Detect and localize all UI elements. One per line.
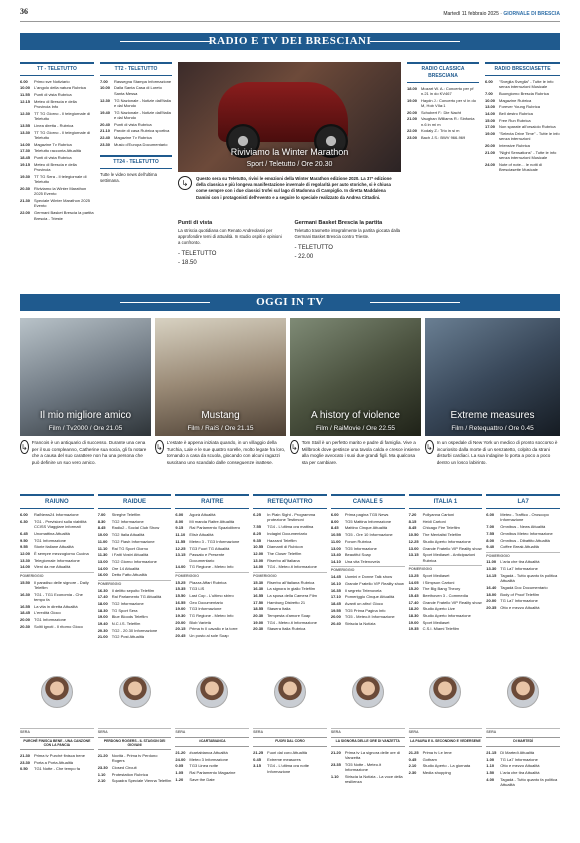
schedule-row: 15.45 Beethoven 3 - Commedia bbox=[408, 592, 468, 598]
schedule-row: 11.10 Elisir Attualità bbox=[175, 532, 214, 538]
channel-column bbox=[20, 494, 94, 641]
schedule-row: 17.50 Hamburg Distretto 21 bbox=[253, 599, 306, 605]
schedule-row: 6.00 Agorà Attualità bbox=[175, 512, 216, 518]
schedule-row: 19.00 Haydn J.: Concerto per vl in do M, Hob VIIa:1 bbox=[407, 97, 476, 108]
schedule-row: 10.00 Magazine Rubrica bbox=[485, 97, 532, 103]
schedule-row: 8.45 Radio2 - Social Club Show bbox=[97, 525, 160, 531]
channel-evening bbox=[409, 726, 483, 789]
pick-punti-di-vista: Punti di vista La striscia quotidiana con Renato Andreolassi per approfondire temi di attualità. In studio ospiti e opinioni a confronto. - TELETUTTO - 18.50 bbox=[178, 220, 282, 266]
schedule-row: 13.40 Beautiful Soap bbox=[330, 552, 371, 558]
schedule-row: 6.00 "Sveglia Sveglia" - Tutte le info senza interruzioni Musicale bbox=[485, 78, 554, 90]
schedule-row: 15.25 Piazza Affari Rubrica bbox=[175, 579, 227, 585]
schedule-row: 1.10 Otto e mezzo Attualità bbox=[486, 763, 540, 769]
schedule-row: 11.55 Punti di vista Rubrica bbox=[20, 92, 72, 98]
channel-name: RETEQUATTRO bbox=[253, 494, 327, 509]
schedule-row: 8.30 TG2 Informazione bbox=[97, 518, 144, 524]
channel-column bbox=[98, 494, 172, 641]
schedule-row: 23.30 Closed Circuit bbox=[97, 765, 137, 771]
section-label: SERA bbox=[20, 728, 94, 735]
channel-evening bbox=[331, 726, 405, 789]
schedule-row: 23.30 Porta a Porta Attualità bbox=[20, 759, 73, 765]
schedule-row: 7.20 Pollyanna Cartoni bbox=[408, 512, 455, 518]
schedule-row: 15.50 Il paradiso delle signore - Daily Telefilm bbox=[20, 579, 89, 590]
schedule-row: 6.45 Unomattina Attualità bbox=[20, 530, 70, 536]
schedule-row: 14.00 TG Regione - Meteo Info bbox=[175, 564, 234, 570]
schedule-row: 12.00 È sempre mezzogiorno Cucina bbox=[20, 550, 89, 556]
schedule-row: 8.45 Mattino Cinque Attualità bbox=[330, 525, 388, 531]
schedule-row: 16.30 TG1 - TG1 Economia - Che tempo fa bbox=[20, 591, 83, 602]
channel-name: RAIUNO bbox=[20, 494, 94, 509]
arrow-icon: ↳ bbox=[155, 440, 164, 454]
channel-evening bbox=[98, 726, 172, 789]
schedule-row: 21.00 TG2 Post Attualità bbox=[97, 634, 144, 640]
schedule-row: 13.00 Grande Fratello VIP Reality show bbox=[408, 545, 482, 551]
highlight-caption: #CARTABIANCA bbox=[175, 737, 249, 747]
presenter-photo bbox=[196, 676, 228, 708]
presenter-photo bbox=[507, 676, 539, 708]
schedule-row: 8.15 Heidi Cartoni bbox=[408, 518, 446, 524]
channel-grid bbox=[20, 494, 560, 641]
schedule-row: 13.15 Sport Mediaset - Anticipazioni Rubrica bbox=[408, 552, 476, 563]
film-synopsis: ↳ Francois è un antiquario di successo. Durante una cena per il suo compleanno, Catherine sua socia, gli fa notare che a causa del suo carattere non ha una persona che può definire un suo vero amico. bbox=[21, 440, 147, 465]
section-label: SERA bbox=[409, 728, 483, 735]
schedule-row: 20.30 Tempesta d'amore Soap bbox=[253, 612, 311, 618]
schedule-row: 13.25 Sport Mediaset bbox=[408, 572, 450, 578]
radio-classica-title: RADIO CLASSICA BRESCIANA bbox=[407, 62, 479, 83]
tt24-text: Tutte le video news dell'ultima settimana. bbox=[100, 171, 158, 183]
schedule-row: 9.15 Rai Parlamento Spaziolibero bbox=[175, 525, 241, 531]
hero-title: Riviviamo la Winter Marathon bbox=[230, 146, 349, 157]
channel-column bbox=[331, 494, 405, 641]
schedule-row: 19.40 TG Nazionale - Notizie dall'Italia e dal Mondo bbox=[100, 109, 171, 120]
page-header bbox=[20, 0, 560, 22]
channel-evening bbox=[175, 726, 249, 789]
schedule-row: 18.45 Avanti un altro! Gioco bbox=[330, 600, 384, 606]
schedule-row: 20.35 Otto e mezzo Attualità bbox=[486, 604, 540, 610]
schedule-row: 18.45 Punti di vista Rubrica bbox=[20, 155, 72, 161]
schedule-row: 18.20 Studio Aperto Live bbox=[408, 606, 456, 612]
schedule-row: 20.00 Blob Varietà bbox=[175, 619, 211, 625]
arrow-icon: ↳ bbox=[20, 440, 29, 454]
schedule-row: 18.30 TG Sport Sera bbox=[97, 607, 138, 613]
schedule-row: 13.30 TG La7 Informazione bbox=[486, 566, 538, 572]
schedule-row: 12.15 Meteo di Brescia e della Provincia Info bbox=[20, 98, 77, 110]
schedule-row: 20.30 Soliti ignoti - Il ritorno Gioco bbox=[20, 623, 83, 629]
schedule-row: 8.00 Omnibus - Dibattito Attualità bbox=[486, 537, 550, 543]
schedule-row: 6.30 TG1 - Previsioni sulla viabilità CCISS Viaggiare informati bbox=[20, 518, 87, 530]
schedule-row: 14.15 Tagadà - Tutto quanto fa politica Attualità bbox=[486, 572, 558, 584]
section-label: POMERIGGIO bbox=[253, 572, 327, 579]
schedule-row: 4.00 Tagadà - Tutto quanto fa politica Attualità bbox=[486, 776, 558, 787]
film-il-mio-migliore-amico: Il mio migliore amico Film / Tv2000 / Ore 21.05 bbox=[20, 318, 151, 436]
tt2-title: TT2 - TELETUTTO bbox=[100, 62, 172, 76]
film-a-history-of-violence: A history of violence Film / RaiMovie / Ore 22.55 bbox=[290, 318, 421, 436]
schedule-row: 13.15 Passato e Presente Documentario bbox=[175, 552, 225, 563]
channel-highlight bbox=[175, 676, 249, 712]
schedule-row: 10.50 The Mentalist Telefilm bbox=[408, 532, 462, 538]
schedule-row: 0.05 TG3 Linea notte bbox=[175, 763, 219, 769]
schedule-row: 19.00 "Selecta Drive Time" - Tutte le info senza interruzioni bbox=[485, 130, 560, 142]
schedule-row: 19.30 TG Regione - Meteo Info bbox=[175, 612, 234, 618]
channel-highlight bbox=[331, 676, 405, 712]
hero-subtitle: Sport / Teletutto / Ore 20.30 bbox=[246, 160, 333, 168]
schedule-row: 20.40 Striscia la Notizia bbox=[330, 620, 376, 626]
schedule-row: 19.15 Meteo di Brescia e della Provincia bbox=[20, 161, 77, 173]
schedule-row: 13.00 TG5 Informazione bbox=[330, 545, 377, 551]
film-mustang: Mustang Film / RaiS / Ore 21.15 bbox=[155, 318, 286, 436]
page-number: 36 bbox=[20, 7, 28, 17]
schedule-row: 9.40 Coffee Break Attualità bbox=[486, 544, 539, 550]
schedule-row: 10.00 Dalla Santa Casa di Loreto Santa Messa bbox=[100, 85, 162, 96]
section-label: SERA bbox=[331, 728, 405, 735]
highlight-caption: FUORI DAL CORO bbox=[253, 737, 327, 747]
channel-name: ITALIA 1 bbox=[409, 494, 483, 509]
presenter-photo bbox=[41, 676, 73, 708]
schedule-row: 12.25 TG3 Fuori TG Attualità bbox=[175, 545, 230, 551]
channel-highlight bbox=[98, 676, 172, 712]
channel-highlight bbox=[409, 676, 483, 712]
highlight-caption: LA SIGNORA DELLE ORE DI VANZETTA bbox=[331, 737, 405, 747]
schedule-row: 16.10 Grande Fratello VIP Reality show bbox=[330, 580, 404, 586]
schedule-row: 21.20 Prima tv La signora delle ore di Vanzetta bbox=[330, 749, 400, 761]
highlight-caption: PURCHÉ FINISCA BENE - UNA CANZONE CON LA PANCIA bbox=[20, 737, 94, 750]
schedule-row: 14.10 Una vita Telenovela bbox=[330, 558, 380, 564]
schedule-row: 22.40 Magazine Tv Rubrica bbox=[100, 135, 152, 141]
hero-image bbox=[178, 62, 401, 172]
schedule-row: 21.00 Vaughan Williams R.: Sinfonia n.6 in mi m bbox=[407, 116, 475, 127]
tt24-title: TT24 - TELETUTTO bbox=[100, 155, 172, 169]
schedule-row: 19.00 TG3 Informazione bbox=[175, 606, 222, 612]
schedule-row: 6.00 Prima pagina TG5 News bbox=[330, 512, 389, 518]
schedule-row: 15.30 Riserbo all'italiana Rubrica bbox=[253, 579, 315, 585]
schedule-row: 15.00 Free Run Rubrica bbox=[485, 117, 531, 123]
channel-highlight bbox=[20, 676, 94, 712]
schedule-row: 13.00 TG2 Giorno Informazione bbox=[97, 558, 157, 564]
schedule-row: 11.00 TG2 Flash Informazione bbox=[97, 538, 155, 544]
schedule-row: 10.55 Diamanti di Rubicon bbox=[253, 544, 303, 550]
section-label: POMERIGGIO bbox=[98, 580, 172, 587]
schedule-row: 21.10 Parole di casa Rubrica sportiva bbox=[100, 128, 170, 134]
schedule-row: 17.30 Teletutto racconta Attualità bbox=[20, 148, 81, 154]
schedule-row: 7.55 Omnibus Meteo Informazione bbox=[486, 530, 553, 536]
schedule-row: 20.30 TG2 - 20.30 Informazione bbox=[97, 627, 158, 633]
schedule-row: 21.20 #cartabianca Attualità bbox=[175, 749, 228, 755]
schedule-row: 8.25 Indagini Documentario bbox=[253, 530, 308, 536]
schedule-row: 10.00 TG2 Italia Attualità bbox=[97, 532, 145, 538]
schedule-row: 1.00 TG La7 Informazione bbox=[486, 756, 538, 762]
schedule-row: 20.00 TG1 Informazione bbox=[20, 617, 67, 623]
schedule-row: 21.25 Fuori dal coro Attualità bbox=[253, 749, 307, 755]
section-label: SERA bbox=[175, 728, 249, 735]
schedule-row: 20.00 TG5 - Meteo.it Informazione bbox=[330, 614, 395, 620]
schedule-row: 0.45 Extreme measures bbox=[253, 756, 301, 762]
schedule-row: 16.35 Il segreto Telenovela bbox=[330, 587, 382, 593]
film-extreme-measures: Extreme measures Film / Retequattro / Ore 0.45 bbox=[425, 318, 560, 436]
hero-blurb: ↳ Questo sera su Teletutto, rivivi le emozioni della Winter Marathon edizione 2020. La 37ª edizione della classica e più longeva manifestazione invernale di regolarità per auto storiche, si è chiusa come sempre con i due classici trofei sul lago di Madonna di Campiglio. In diretta Maddalena Damini con i protagonisti dell'evento e a seguire lo speciale realizzato da Andrea Cittadini. bbox=[178, 176, 401, 201]
schedule-row: 17.40 Grande Fratello VIP Reality show bbox=[408, 599, 482, 605]
schedule-row: 1.10 Striscia la Notizia - La voce della resilienza bbox=[330, 774, 403, 785]
schedule-row: 1.10 Protestation Rubrica bbox=[97, 771, 148, 777]
picks bbox=[178, 220, 401, 267]
schedule-row: 15.50 Last Cop - L'ultimo sbirro bbox=[175, 592, 234, 598]
schedule-row: 21.20 Novità - Prima tv Perdono Rogers bbox=[97, 753, 158, 764]
radio-bresciasette-schedule bbox=[485, 62, 560, 174]
schedule-row: 20.40 Punti di vista Rubrica bbox=[100, 121, 152, 127]
schedule-row: 18.00 TG2 Informazione bbox=[97, 600, 144, 606]
schedule-row: 0.50 TG1 Notte - Che tempo fa bbox=[20, 766, 81, 772]
schedule-row: 19.35 C.S.I. Miami Telefilm bbox=[408, 626, 459, 632]
presenter-photo bbox=[429, 676, 461, 708]
arrow-icon: ↳ bbox=[290, 440, 299, 454]
schedule-row: 2.10 Squadra Speciale Vienna Telefilm bbox=[97, 778, 172, 784]
schedule-row: 20.30 Stasera Italia Rubrica bbox=[253, 626, 306, 632]
schedule-row: 8.45 Chicago Fire Telefilm bbox=[408, 525, 460, 531]
schedule-row: 7.55 TG4 - L'ultima ora mattina bbox=[253, 524, 314, 530]
schedule-row: 14.00 TG4 - Meteo.it Informazione bbox=[253, 564, 317, 570]
schedule-row: 13.30 TT TG Giorno - Il telegiornale di Teletutto bbox=[20, 129, 91, 141]
schedule-row: 9.55 Storie italiane Attualità bbox=[20, 544, 74, 550]
schedule-row: 20.45 Un posto al sole Soap bbox=[175, 633, 229, 639]
arrow-icon: ↳ bbox=[425, 440, 434, 454]
schedule-row: 18.45 L'eredità Gioco bbox=[20, 610, 61, 616]
schedule-row: 18.30 Studio Aperto Informazione bbox=[408, 612, 471, 618]
section-label: POMERIGGIO bbox=[175, 572, 249, 579]
schedule-row: 3.15 TG4 - L'ultima ora notte Informazione bbox=[253, 763, 310, 774]
schedule-row: 20.15 Prima tv Il cavallo e la torre bbox=[175, 626, 238, 632]
section-label: SERA bbox=[486, 728, 560, 735]
arrow-icon: ↳ bbox=[178, 176, 192, 190]
schedule-row: 2.10 Studio Aperto - La giornata bbox=[408, 763, 471, 769]
schedule-row: 6.00 Primo sve Notiziario bbox=[20, 78, 70, 84]
channel-name: LA7 bbox=[486, 494, 560, 509]
highlight-caption: DI MARTEDÌ bbox=[486, 737, 560, 747]
schedule-row: 11.00 Forum Rubrica bbox=[330, 538, 372, 544]
schedule-row: 16.30 La signora in giallo Telefilm bbox=[253, 586, 316, 592]
schedule-row: 0.45 Gotham bbox=[408, 756, 437, 762]
schedule-row: 13.00 Forever Young Rubrica bbox=[485, 104, 540, 110]
schedule-row: 12.30 TG Nazionale - Notizie dall'Italia e dal Mondo bbox=[100, 97, 171, 108]
schedule-row: 6.25 In Plain Sight - Programma protezione Testimoni bbox=[253, 512, 316, 523]
schedule-row: 20.30 Riviviamo la Winter Marathon 2025 Evento bbox=[20, 185, 87, 197]
pick-basket: Germani Basket Brescia la partita Teletutto trasmette integralmente la partita giocata dalla Germani Basket Brescia contro Trieste. - TELETUTTO - 22.00 bbox=[294, 220, 401, 260]
section-label: POMERIGGIO bbox=[20, 572, 94, 579]
schedule-row: 11.30 I Fatti Vostri Attualità bbox=[97, 552, 149, 558]
radio-bresciasette-title: RADIO BRESCIASETTE bbox=[485, 62, 560, 76]
channel-name: RAIDUE bbox=[98, 494, 172, 509]
tt2-schedule bbox=[100, 62, 172, 183]
schedule-row: 10.00 L'angolo della natura Rubrica bbox=[20, 85, 86, 91]
schedule-row: 7.00 Omnibus - News Attualità bbox=[486, 524, 546, 530]
schedule-row: 1.50 L'aria che tira Attualità bbox=[486, 769, 540, 775]
schedule-row: 6.00 Meteo - Traffico - Oroscopo Informazione bbox=[486, 512, 549, 523]
schedule-row: 12.25 Studio Aperto Informazione bbox=[408, 538, 471, 544]
schedule-row: 7.00 Streghe Telefilm bbox=[97, 512, 141, 518]
schedule-row: 1.20 Save the Date bbox=[175, 776, 215, 782]
film-synopsis: ↳ In un ospedale di New York un medico di pronto soccorso è incuriosito dalla morte di un senzatetto, colpito da strani disturbi cardiaci. La sua indagine lo porta a poco a poco dentro un losco labirinto. bbox=[426, 440, 558, 465]
schedule-row: 24.00 Meteo 3 Informazione bbox=[175, 756, 229, 762]
presenter-photo bbox=[119, 676, 151, 708]
schedule-row: 8.00 TG5 Mattina Informazione bbox=[330, 518, 392, 524]
schedule-row: 16.30 Il delitto sepolto Telefilm bbox=[97, 587, 155, 593]
schedule-row: 1.05 Rai Parlamento Magazine bbox=[175, 769, 236, 775]
schedule-row: 12.30 TT TG Giorno - Il telegiornale di Teletutto bbox=[20, 110, 91, 122]
schedule-row: 23.35 TG5 Notte - Meteo.it Informazione bbox=[330, 761, 382, 773]
schedule-row: 19.55 TG5 Prima Pagina Info bbox=[330, 607, 386, 613]
schedule-row: 15.35 TG3 LIS bbox=[175, 586, 205, 592]
teletutto-schedule bbox=[20, 62, 94, 222]
schedule-row: 21.30 Prima tv Purché finisca bene bbox=[20, 753, 85, 759]
channel-column bbox=[409, 494, 483, 641]
presenter-photo bbox=[352, 676, 384, 708]
radio-classica-schedule bbox=[407, 62, 479, 142]
schedule-row: 9.35 Hazzard Telefilm bbox=[253, 537, 297, 543]
section-label: POMERIGGIO bbox=[409, 565, 483, 572]
schedule-row: 17.10 Pomeriggio Cinque Attualità bbox=[330, 594, 395, 600]
schedule-row: 11.55 Meteo 3 - TG3 Informazione bbox=[175, 538, 240, 544]
evening-schedule bbox=[20, 726, 560, 789]
schedule-row: 21.30 Speciale Winter Marathon 2025 Evento bbox=[20, 198, 91, 209]
schedule-row: 13.30 Telegiornale Informazione bbox=[20, 557, 80, 563]
schedule-row: 14.00 Ore 14 Attualità bbox=[97, 565, 140, 571]
schedule-row: 16.00 Detto Fatto Attualità bbox=[97, 572, 147, 578]
schedule-row: 9.50 TG1 Informazione bbox=[20, 537, 67, 543]
schedule-row: 20.00 Intensive Rubrica bbox=[485, 143, 530, 149]
section-label: SERA bbox=[253, 728, 327, 735]
highlight-avatars bbox=[20, 676, 560, 712]
section-title-oggi-in-tv: OGGI IN TV bbox=[20, 294, 560, 311]
channel-highlight bbox=[486, 676, 560, 712]
schedule-row: 12.00 The Closer Telefilm bbox=[253, 550, 302, 556]
schedule-row: 20.00 TG La7 Informazione bbox=[486, 598, 538, 604]
schedule-row: 14.00 Bell destro Rubrica bbox=[485, 110, 533, 116]
schedule-row: 19.00 Sport Mediaset bbox=[408, 619, 450, 625]
schedule-row: 21.00 "Night Sensations" - Tutte le info senza interruzioni Musicale bbox=[485, 149, 557, 161]
schedule-row: 17.40 Rai Parlamento TG Attualità bbox=[97, 594, 162, 600]
schedule-row: 18.55 Stasera Italia bbox=[253, 606, 291, 612]
schedule-row: 14.45 Uomini e Donne Talk show bbox=[330, 574, 393, 580]
schedule-row: 13.55 Linea diretta - Rubrica bbox=[20, 122, 74, 128]
schedule-row: 24.00 Note of note… le notti di Bresciasette Musicale bbox=[485, 161, 542, 173]
schedule-row: 16.55 La vita in diretta Attualità bbox=[20, 603, 78, 609]
schedule-row: 21.15 Di Martedì Attualità bbox=[486, 749, 535, 755]
schedule-row: 7.00 Rassegna Stampa Informazione bbox=[100, 78, 172, 84]
schedule-row: 16.40 Tagadà Doc Documentario bbox=[486, 584, 548, 590]
channel-highlight bbox=[253, 676, 327, 712]
schedule-row: 22.00 Germani Basket Brescia la partita Brescia - Trieste bbox=[20, 210, 94, 221]
schedule-row: 10.55 TG5 - Ore 10 Informazione bbox=[330, 532, 393, 538]
schedule-row: 13.00 Riserbo all'Italiana bbox=[253, 557, 300, 563]
schedule-row: 16.55 Geo Documentario bbox=[175, 599, 223, 605]
schedule-row: 23.30 Music d'Europa Documentario bbox=[100, 141, 168, 147]
presenter-photo bbox=[274, 676, 306, 708]
schedule-row: 11.10 Rai TG Sport Giorno bbox=[97, 545, 149, 551]
channel-evening bbox=[20, 726, 94, 789]
schedule-row: 20.00 Schubert F.: Die Nacht bbox=[407, 109, 462, 115]
schedule-row: 17.00 Non sparate all'orsaiolo Rubrica bbox=[485, 124, 556, 130]
channel-evening bbox=[253, 726, 327, 789]
schedule-row: 19.40 N.C.I.S. Telefilm bbox=[97, 620, 141, 626]
channel-name: CANALE 5 bbox=[331, 494, 405, 509]
schedule-row: 14.05 I Simpson Cartoni bbox=[408, 579, 455, 585]
schedule-row: 22.00 Kodaly Z.: Trio in si m bbox=[407, 128, 460, 134]
schedule-row: 15.20 The Big Bang Theory bbox=[408, 586, 461, 592]
schedule-row: 21.25 Prima tv Le Iene bbox=[408, 749, 452, 755]
schedule-row: 6.00 RaiNews24 Informazione bbox=[20, 512, 79, 518]
channel-evening bbox=[486, 726, 560, 789]
schedule-row: 8.00 Mi manda Raitre Attualità bbox=[175, 518, 235, 524]
schedule-row: 19.00 Blue Bloods Telefilm bbox=[97, 614, 148, 620]
section-label: SERA bbox=[98, 728, 172, 735]
schedule-row: 18.00 Mozart W. A.: Concerto per pf n.21 in do KV467 bbox=[407, 85, 474, 96]
schedule-row: 19.00 TG4 - Meteo.it Informazione bbox=[253, 619, 317, 625]
schedule-row: 18.00 Body of Proof Telefilm bbox=[486, 591, 540, 597]
section-label: POMERIGGIO bbox=[486, 552, 560, 559]
channel-name: RAITRE bbox=[175, 494, 249, 509]
schedule-row: 14.00 Vieni da me Attualità bbox=[20, 564, 71, 570]
film-synopsis: ↳ L'estate è appena iniziata quando, in un villaggio della Turchia, Lale e le sue quattro sorelle, molto legate fra loro, tornando a casa da scuola, giocando con alcuni ragazzi suscitano uno scandalo dalle conseguenze inattese. bbox=[156, 440, 286, 465]
section-title-radio-tv: RADIO E TV DEI BRESCIANI bbox=[20, 33, 560, 50]
page-date: Martedì 11 febbraio 2025 · GIORNALE DI BRESCIA bbox=[443, 11, 560, 18]
schedule-row: 11.00 L'aria che tira Attualità bbox=[486, 559, 540, 565]
section-label: POMERIGGIO bbox=[331, 566, 405, 573]
schedule-row: 19.30 TT TG Sera - Il telegiornale di Teletutto bbox=[20, 173, 87, 185]
teletutto-title: TT - TELETUTTO bbox=[20, 62, 94, 76]
schedule-row: 2.30 Media shopping bbox=[408, 769, 451, 775]
channel-column bbox=[253, 494, 327, 641]
channel-column bbox=[175, 494, 249, 641]
schedule-row: 16.55 La sposa della Camera Film bbox=[253, 592, 317, 598]
highlight-caption: PERDONO ROGERS - IL STAGION DEI GIOVANI bbox=[98, 737, 172, 750]
film-synopsis: ↳ Tom Stall è un perfetto marito e padre di famiglia. Vive a Millbrook dove gestisce una tavola calda e cresce insieme alla moglie avvocato i suoi due grandi figli. Ma qualcosa sta per cambiare. bbox=[291, 440, 420, 465]
schedule-row: 14.00 Magazine Tv Rubrica bbox=[20, 141, 72, 147]
schedule-row: 7.00 Buongiorno Brescia Rubrica bbox=[485, 90, 549, 96]
schedule-row: 23.00 Bach J.S.: BWV 966-969 bbox=[407, 135, 466, 141]
channel-column bbox=[486, 494, 560, 641]
highlight-caption: LA PAURA E IL SECONDINO E VEDERSENE bbox=[409, 737, 483, 747]
